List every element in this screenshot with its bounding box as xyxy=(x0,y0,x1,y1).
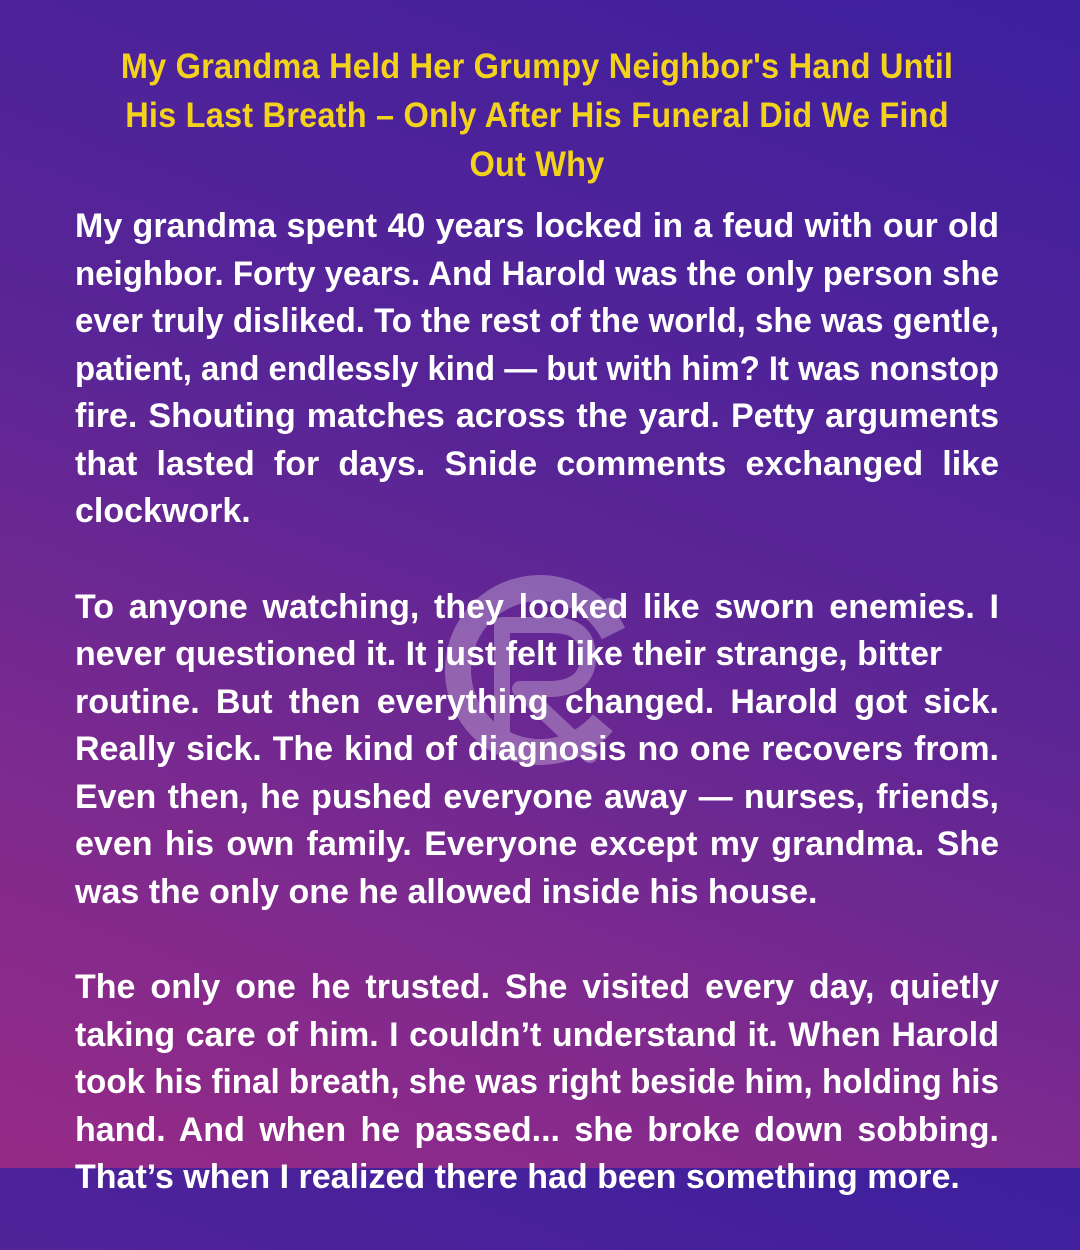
paragraph-line: Really sick. The kind of diagnosis no one recovers from. xyxy=(75,730,999,768)
paragraph-line: My grandma spent 40 years locked in a feud with our old xyxy=(75,207,999,245)
paragraph-line: even his own family. Everyone except my grandma. She xyxy=(75,825,999,863)
article-title xyxy=(107,42,966,189)
title-line: My Grandma Held Her Grumpy Neighbor's Hand Until xyxy=(120,47,954,86)
paragraph-line: hand. And when he passed... she broke down sobbing. xyxy=(75,1110,999,1149)
paragraph-line: The only one he trusted. She visited every day, quietly xyxy=(75,968,999,1006)
paragraph-line: clockwork. xyxy=(75,492,251,530)
paragraph-3 xyxy=(75,964,999,1202)
paragraph-line: routine. But then everything changed. Harold got sick. xyxy=(75,682,999,721)
paragraph-line: patient, and endlessly kind — but with him? It was nonstop xyxy=(75,349,999,388)
paragraph-line: that lasted for days. Snide comments exchanged like xyxy=(75,444,999,483)
title-line: Out Why xyxy=(469,145,605,184)
paragraph-line: was the only one he allowed inside his house. xyxy=(75,872,818,911)
title-line: His Last Breath – Only After His Funeral Did We Find xyxy=(125,96,949,135)
article xyxy=(75,42,999,1250)
paragraph-line: Even then, he pushed everyone away — nurses, friends, xyxy=(75,777,999,816)
paragraph-1 xyxy=(75,203,999,536)
paragraph-line: taking care of him. I couldn’t understand it. When Harold xyxy=(75,1015,999,1054)
paragraph-2 xyxy=(75,584,999,917)
paragraph-line: To anyone watching, they looked like sworn enemies. I xyxy=(75,587,999,626)
paragraph-line: never questioned it. It just felt like their strange, bitter xyxy=(75,635,943,673)
paragraph-line: That’s when I realized there had been something more. xyxy=(75,1158,960,1196)
paragraph-line: fire. Shouting matches across the yard. Petty arguments xyxy=(75,397,999,435)
paragraph-line: took his final breath, she was right beside him, holding his xyxy=(75,1063,999,1101)
paragraph-line: ever truly disliked. To the rest of the world, she was gentle, xyxy=(75,302,999,340)
paragraph-line: neighbor. Forty years. And Harold was the only person she xyxy=(75,254,999,293)
